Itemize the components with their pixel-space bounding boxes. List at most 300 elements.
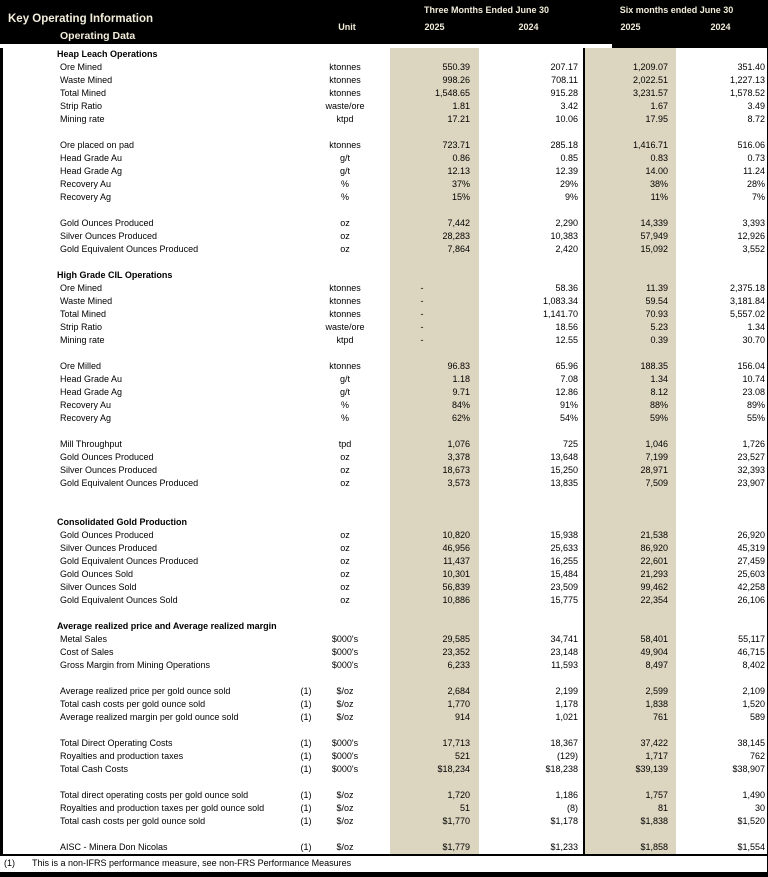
- page-title: Key Operating Information: [8, 13, 154, 25]
- value-cell: -: [420, 335, 424, 345]
- value-cell: 9.71: [452, 387, 470, 397]
- value-cell: 0.86: [452, 153, 470, 163]
- unit-cell: ktpd: [336, 335, 354, 345]
- value-cell: 30.70: [742, 335, 765, 345]
- value-cell: 37%: [451, 179, 470, 189]
- value-cell: 1,178: [555, 699, 578, 709]
- table-row: [0, 698, 768, 711]
- value-cell: 12.86: [555, 387, 578, 397]
- table-row: [0, 412, 768, 425]
- row-label: Silver Ounces Sold: [60, 582, 137, 592]
- value-cell: 7,199: [645, 452, 668, 462]
- value-cell: 11.39: [646, 283, 668, 293]
- unit-cell: $/oz: [336, 842, 354, 852]
- row-label: Cost of Sales: [60, 647, 114, 657]
- value-cell: 51: [459, 803, 470, 813]
- row-label: Total Cash Costs: [60, 764, 129, 774]
- row-label: Total cash costs per gold ounce sold: [60, 699, 206, 709]
- subtitle-operating-data: Operating Data: [60, 30, 136, 42]
- value-cell: 3,231.57: [632, 88, 668, 98]
- table-row: [0, 646, 768, 659]
- table-header: [0, 0, 768, 48]
- value-cell: $1,838: [640, 816, 668, 826]
- value-cell: 8.12: [650, 387, 668, 397]
- table-row: [0, 763, 768, 776]
- value-cell: 725: [562, 439, 578, 449]
- value-cell: 1,720: [447, 790, 470, 800]
- section-header-row: [0, 48, 768, 61]
- value-cell: 998.26: [442, 75, 470, 85]
- value-cell: 22,601: [640, 556, 668, 566]
- value-cell: -: [420, 309, 424, 319]
- value-cell: 15,250: [550, 465, 578, 475]
- value-cell: 11.24: [743, 166, 765, 176]
- unit-cell: %: [340, 192, 349, 202]
- value-cell: 914: [454, 712, 470, 722]
- value-cell: 3,573: [447, 478, 470, 488]
- section-header-row: [0, 516, 768, 529]
- value-cell: $1,520: [737, 816, 765, 826]
- table-row: [0, 841, 768, 854]
- value-cell: 55%: [746, 413, 765, 423]
- value-cell: 12.13: [447, 166, 470, 176]
- unit-cell: ktonnes: [329, 283, 361, 293]
- row-label: Waste Mined: [60, 296, 113, 306]
- unit-cell: oz: [340, 582, 350, 592]
- value-cell: 10,886: [442, 595, 470, 605]
- value-cell: 21,538: [640, 530, 668, 540]
- unit-cell: ktonnes: [329, 296, 361, 306]
- value-cell: 13,648: [550, 452, 578, 462]
- unit-cell: ktonnes: [329, 361, 361, 371]
- value-cell: 17.21: [447, 114, 470, 124]
- row-label: Head Grade Ag: [60, 166, 123, 176]
- spacer-row: [0, 724, 768, 737]
- value-cell: 550.39: [442, 62, 470, 72]
- value-cell: 99,462: [640, 582, 668, 592]
- value-cell: 2,375.18: [729, 283, 765, 293]
- table-row: [0, 360, 768, 373]
- value-cell: 2,109: [742, 686, 765, 696]
- value-cell: 84%: [451, 400, 470, 410]
- value-cell: 59.54: [645, 296, 668, 306]
- table-row: [0, 789, 768, 802]
- footnote-marker: (1): [300, 712, 312, 722]
- footnote-marker: (1): [300, 764, 312, 774]
- row-label: Recovery Au: [60, 400, 112, 410]
- unit-cell: g/t: [339, 153, 350, 163]
- spacer-row: [0, 776, 768, 789]
- value-cell: 10.74: [742, 374, 765, 384]
- value-cell: 17,713: [442, 738, 470, 748]
- row-label: Average realized price per gold ounce sold: [60, 686, 231, 696]
- spacer-row: [0, 126, 768, 139]
- table-row: [0, 438, 768, 451]
- value-cell: 2,420: [555, 244, 578, 254]
- row-label: Mining rate: [60, 335, 105, 345]
- value-cell: 10,383: [550, 231, 578, 241]
- value-cell: 0.85: [560, 153, 578, 163]
- value-cell: 38,145: [737, 738, 765, 748]
- value-cell: 3,393: [742, 218, 765, 228]
- unit-cell: oz: [340, 452, 350, 462]
- value-cell: 23,509: [550, 582, 578, 592]
- row-label: Total Direct Operating Costs: [60, 738, 173, 748]
- footnote-marker: (1): [300, 686, 312, 696]
- value-cell: $18,238: [545, 764, 578, 774]
- value-cell: 86,920: [640, 543, 668, 553]
- value-cell: 28,971: [640, 465, 668, 475]
- table-row: [0, 373, 768, 386]
- value-cell: 21,293: [640, 569, 668, 579]
- footnote-marker: (1): [300, 790, 312, 800]
- value-cell: 723.71: [442, 140, 470, 150]
- unit-cell: oz: [340, 465, 350, 475]
- value-cell: $39,139: [635, 764, 668, 774]
- value-cell: 28%: [746, 179, 765, 189]
- value-cell: 26,106: [737, 595, 765, 605]
- value-cell: 6,233: [447, 660, 470, 670]
- unit-cell: waste/ore: [325, 101, 365, 111]
- row-label: Royalties and production taxes per gold ounce sold: [60, 803, 265, 813]
- unit-cell: g/t: [339, 374, 350, 384]
- table-row: [0, 529, 768, 542]
- value-cell: 1,548.65: [434, 88, 470, 98]
- value-cell: $1,178: [550, 816, 578, 826]
- value-cell: 18.56: [555, 322, 578, 332]
- value-cell: 59%: [649, 413, 668, 423]
- unit-cell: oz: [340, 218, 350, 228]
- unit-cell: waste/ore: [325, 322, 365, 332]
- value-cell: 1.34: [650, 374, 668, 384]
- unit-cell: $000's: [331, 647, 359, 657]
- table-row: [0, 217, 768, 230]
- value-cell: (129): [556, 751, 578, 761]
- value-cell: 46,956: [442, 543, 470, 553]
- value-cell: 8,402: [742, 660, 765, 670]
- table-bottom-border: [0, 872, 768, 877]
- value-cell: 57,949: [640, 231, 668, 241]
- table-row: [0, 282, 768, 295]
- value-cell: 1,757: [645, 790, 668, 800]
- value-cell: 15,938: [550, 530, 578, 540]
- value-cell: 23,352: [442, 647, 470, 657]
- footnote-row: [0, 856, 768, 872]
- row-label: Royalties and production taxes: [60, 751, 184, 761]
- unit-cell: ktpd: [336, 114, 354, 124]
- value-cell: 10,820: [442, 530, 470, 540]
- value-cell: -: [420, 283, 424, 293]
- unit-cell: oz: [340, 556, 350, 566]
- unit-cell: oz: [340, 231, 350, 241]
- year-header-q2-2024: 2024: [518, 22, 539, 32]
- table-row: [0, 399, 768, 412]
- value-cell: 0.39: [650, 335, 668, 345]
- value-cell: 516.06: [737, 140, 765, 150]
- value-cell: 96.83: [447, 361, 470, 371]
- year-header-q2-2025: 2025: [424, 22, 445, 32]
- value-cell: (8): [567, 803, 578, 813]
- row-label: Gold Ounces Produced: [60, 218, 154, 228]
- value-cell: 22,354: [640, 595, 668, 605]
- unit-cell: $/oz: [336, 790, 354, 800]
- value-cell: 11,593: [551, 660, 578, 670]
- value-cell: 2,022.51: [632, 75, 668, 85]
- value-cell: 1,209.07: [632, 62, 668, 72]
- row-label: Recovery Ag: [60, 413, 112, 423]
- value-cell: 13,835: [550, 478, 578, 488]
- value-cell: 58.36: [555, 283, 578, 293]
- unit-column-header: Unit: [338, 22, 356, 32]
- value-cell: 1,186: [555, 790, 578, 800]
- table-row: [0, 594, 768, 607]
- table-row: [0, 191, 768, 204]
- value-cell: 25,603: [737, 569, 765, 579]
- value-cell: 89%: [746, 400, 765, 410]
- value-cell: 351.40: [737, 62, 765, 72]
- value-cell: 23,907: [737, 478, 765, 488]
- table-row: [0, 451, 768, 464]
- value-cell: 1,717: [645, 751, 668, 761]
- table-row: [0, 295, 768, 308]
- value-cell: 17.95: [645, 114, 668, 124]
- value-cell: $1,858: [640, 842, 668, 852]
- unit-cell: %: [340, 413, 349, 423]
- table-row: [0, 685, 768, 698]
- value-cell: 45,319: [737, 543, 765, 553]
- value-cell: 2,290: [555, 218, 578, 228]
- value-cell: 15,092: [640, 244, 668, 254]
- unit-cell: oz: [340, 478, 350, 488]
- table-row: [0, 555, 768, 568]
- unit-cell: $000's: [331, 738, 359, 748]
- table-row: [0, 464, 768, 477]
- value-cell: 1,416.71: [632, 140, 668, 150]
- value-cell: 88%: [649, 400, 668, 410]
- value-cell: 156.04: [737, 361, 765, 371]
- value-cell: 26,920: [737, 530, 765, 540]
- value-cell: 1,770: [447, 699, 470, 709]
- row-label: Total cash costs per gold ounce sold: [60, 816, 206, 826]
- table-row: [0, 178, 768, 191]
- value-cell: 762: [749, 751, 765, 761]
- section-label: Average realized price and Average realized margin: [57, 621, 277, 631]
- section-label: Heap Leach Operations: [57, 49, 158, 59]
- value-cell: 1,021: [555, 712, 578, 722]
- table-row: [0, 308, 768, 321]
- value-cell: 1.81: [452, 101, 470, 111]
- year-header-six-2024: 2024: [710, 22, 731, 32]
- unit-cell: $/oz: [336, 816, 354, 826]
- value-cell: 10,301: [442, 569, 470, 579]
- value-cell: 23.08: [742, 387, 765, 397]
- value-cell: 1,076: [447, 439, 470, 449]
- value-cell: 3.42: [560, 101, 578, 111]
- unit-cell: $/oz: [336, 803, 354, 813]
- unit-cell: ktonnes: [329, 62, 361, 72]
- value-cell: 8,497: [645, 660, 668, 670]
- row-label: Ore Mined: [60, 283, 103, 293]
- row-label: Silver Ounces Produced: [60, 543, 158, 553]
- value-cell: 207.17: [550, 62, 578, 72]
- row-label: Ore Mined: [60, 62, 103, 72]
- value-cell: 188.35: [640, 361, 668, 371]
- value-cell: 18,367: [550, 738, 578, 748]
- spacer-row: [0, 828, 768, 841]
- spacer-row: [0, 607, 768, 620]
- row-label: Total direct operating costs per gold ounce sold: [60, 790, 249, 800]
- unit-cell: ktonnes: [329, 140, 361, 150]
- value-cell: 3,181.84: [729, 296, 765, 306]
- row-label: Ore Milled: [60, 361, 102, 371]
- unit-cell: $000's: [331, 751, 359, 761]
- table-row: [0, 815, 768, 828]
- footnote-marker: (1): [300, 699, 312, 709]
- value-cell: 1,141.70: [542, 309, 578, 319]
- value-cell: 1,046: [645, 439, 668, 449]
- unit-cell: oz: [340, 543, 350, 553]
- footnote-marker: (1): [300, 816, 312, 826]
- value-cell: 58,401: [640, 634, 668, 644]
- table-row: [0, 542, 768, 555]
- unit-cell: tpd: [338, 439, 352, 449]
- row-label: Mining rate: [60, 114, 105, 124]
- value-cell: 34,741: [550, 634, 578, 644]
- unit-cell: oz: [340, 244, 350, 254]
- table-row: [0, 659, 768, 672]
- unit-cell: g/t: [339, 387, 350, 397]
- unit-cell: $000's: [331, 764, 359, 774]
- value-cell: $1,779: [442, 842, 470, 852]
- value-cell: 42,258: [737, 582, 765, 592]
- value-cell: 12.39: [555, 166, 578, 176]
- unit-cell: ktonnes: [329, 75, 361, 85]
- row-label: Gold Ounces Produced: [60, 452, 154, 462]
- row-label: Waste Mined: [60, 75, 113, 85]
- row-label: Total Mined: [60, 309, 107, 319]
- value-cell: 38%: [649, 179, 668, 189]
- footnote-marker: (1): [300, 842, 312, 852]
- value-cell: 56,839: [442, 582, 470, 592]
- table-row: [0, 633, 768, 646]
- value-cell: 29,585: [442, 634, 470, 644]
- table-row: [0, 113, 768, 126]
- group-header-three-months: Three Months Ended June 30: [423, 5, 550, 15]
- value-cell: 49,904: [640, 647, 668, 657]
- table-row: [0, 243, 768, 256]
- value-cell: 1.34: [747, 322, 765, 332]
- value-cell: 15,484: [550, 569, 578, 579]
- row-label: Gold Equivalent Ounces Sold: [60, 595, 178, 605]
- value-cell: 1,838: [645, 699, 668, 709]
- table-row: [0, 750, 768, 763]
- value-cell: 1.18: [452, 374, 470, 384]
- value-cell: 2,684: [447, 686, 470, 696]
- value-cell: 12.55: [555, 335, 578, 345]
- table-row: [0, 165, 768, 178]
- row-label: Gold Ounces Sold: [60, 569, 134, 579]
- value-cell: 30: [754, 803, 765, 813]
- value-cell: 7.08: [560, 374, 578, 384]
- unit-cell: oz: [340, 595, 350, 605]
- row-label: Metal Sales: [60, 634, 108, 644]
- table-row: [0, 386, 768, 399]
- value-cell: 915.28: [550, 88, 578, 98]
- unit-cell: %: [340, 179, 349, 189]
- table-row: [0, 321, 768, 334]
- value-cell: 10.06: [555, 114, 578, 124]
- row-label: Gold Ounces Produced: [60, 530, 154, 540]
- footnote-marker: (1): [300, 803, 312, 813]
- row-label: Recovery Au: [60, 179, 112, 189]
- value-cell: 761: [652, 712, 668, 722]
- value-cell: $18,234: [437, 764, 470, 774]
- footnote-marker: (1): [300, 738, 312, 748]
- table-body: [0, 48, 768, 854]
- unit-cell: %: [340, 400, 349, 410]
- value-cell: 27,459: [737, 556, 765, 566]
- unit-cell: g/t: [339, 166, 350, 176]
- value-cell: 3,552: [742, 244, 765, 254]
- value-cell: 3,378: [447, 452, 470, 462]
- value-cell: 14.00: [645, 166, 668, 176]
- value-cell: 65.96: [555, 361, 578, 371]
- unit-cell: $/oz: [336, 712, 354, 722]
- table-row: [0, 100, 768, 113]
- row-label: Gold Equivalent Ounces Produced: [60, 556, 199, 566]
- table-row: [0, 711, 768, 724]
- unit-cell: oz: [340, 530, 350, 540]
- value-cell: 23,527: [737, 452, 765, 462]
- table-row: [0, 737, 768, 750]
- value-cell: 70.93: [645, 309, 668, 319]
- table-row: [0, 568, 768, 581]
- value-cell: $1,554: [737, 842, 765, 852]
- footnote-marker: (1): [300, 751, 312, 761]
- value-cell: 29%: [559, 179, 578, 189]
- table-row: [0, 581, 768, 594]
- table-row: [0, 61, 768, 74]
- row-label: Ore placed on pad: [60, 140, 135, 150]
- value-cell: 5.23: [650, 322, 668, 332]
- value-cell: 11,437: [443, 556, 470, 566]
- value-cell: 1,227.13: [729, 75, 765, 85]
- value-cell: 14,339: [640, 218, 668, 228]
- value-cell: 1,490: [742, 790, 765, 800]
- value-cell: 521: [454, 751, 470, 761]
- row-label: Gold Equivalent Ounces Produced: [60, 244, 199, 254]
- value-cell: 55,117: [738, 634, 765, 644]
- spacer-row: [0, 425, 768, 438]
- unit-cell: $/oz: [336, 699, 354, 709]
- spacer-row: [0, 256, 768, 269]
- row-label: Total Mined: [60, 88, 107, 98]
- section-header-row: [0, 269, 768, 282]
- footnote-text: This is a non-IFRS performance measure, see non-FRS Performance Measures: [32, 858, 352, 868]
- row-label: Head Grade Ag: [60, 387, 123, 397]
- value-cell: 589: [749, 712, 765, 722]
- unit-cell: $000's: [331, 634, 359, 644]
- row-label: Strip Ratio: [60, 322, 103, 332]
- row-label: Head Grade Au: [60, 153, 123, 163]
- value-cell: 25,633: [550, 543, 578, 553]
- value-cell: -: [420, 322, 424, 332]
- row-label: Gross Margin from Mining Operations: [60, 660, 211, 670]
- table-row: [0, 74, 768, 87]
- value-cell: 1,520: [742, 699, 765, 709]
- value-cell: 1,083.34: [542, 296, 578, 306]
- value-cell: 15,775: [550, 595, 578, 605]
